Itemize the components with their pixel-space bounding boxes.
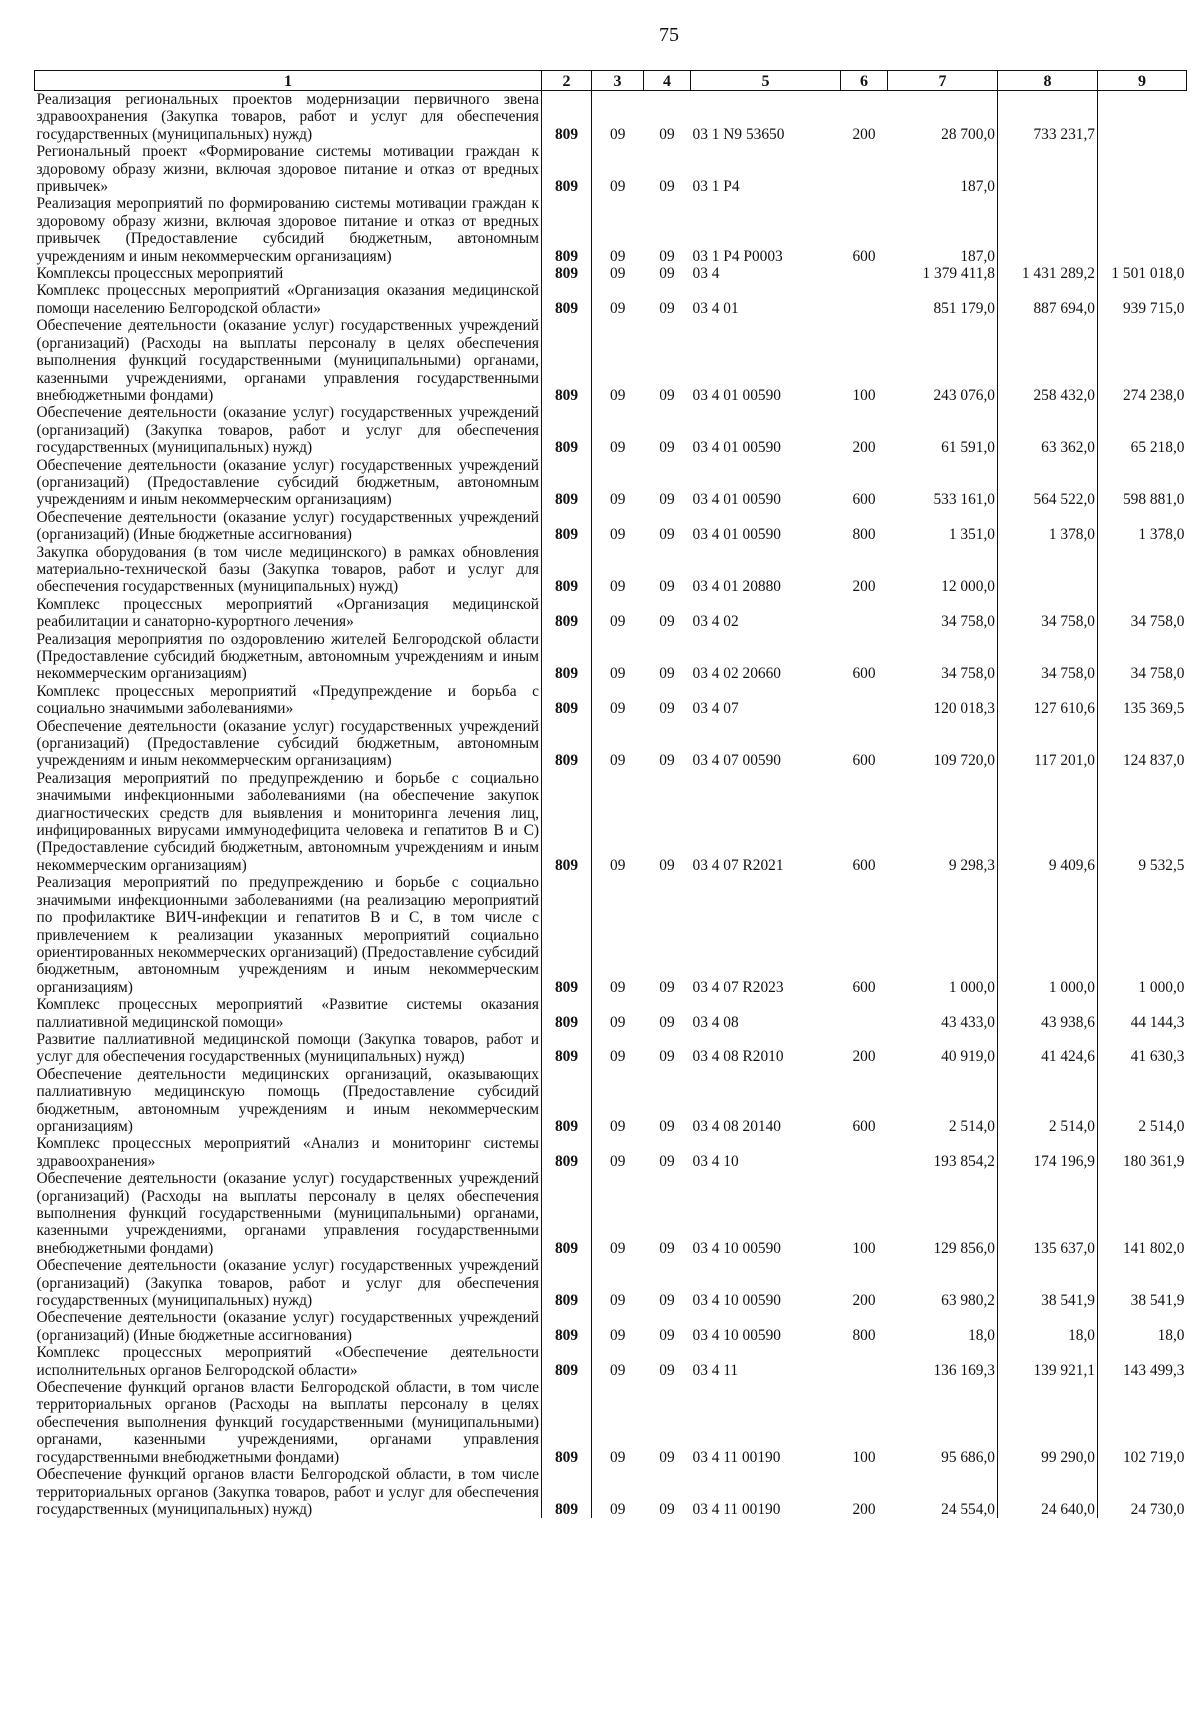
table-row bbox=[35, 143, 1187, 195]
admin-code: 809 bbox=[542, 1379, 592, 1466]
admin-code: 809 bbox=[542, 1257, 592, 1309]
subsection-code: 09 bbox=[659, 247, 675, 265]
expense-type-code bbox=[841, 1344, 888, 1379]
admin-code: 809 bbox=[542, 317, 592, 404]
subsection-code: 09 bbox=[659, 178, 675, 196]
target-article-code: 03 4 10 00590 bbox=[692, 1326, 781, 1344]
section-code: 09 bbox=[610, 1152, 626, 1170]
section-code: 09 bbox=[610, 1117, 626, 1135]
table-row bbox=[35, 265, 1187, 282]
amount-year-1: 34 758,0 bbox=[941, 613, 995, 631]
subsection-code: 09 bbox=[659, 1117, 675, 1135]
amount-year-1: 34 758,0 bbox=[941, 665, 995, 683]
row-description: Обеспечение деятельности (оказание услуг) государственных учреждений (организаций) (Иные бюджетные ассигнования) bbox=[36, 1309, 539, 1344]
amount-year-3: 141 802,0 bbox=[1098, 1170, 1187, 1257]
section-code: 09 bbox=[610, 386, 626, 404]
table-row bbox=[35, 874, 1187, 996]
amount-year-1: 1 379 411,8 bbox=[922, 265, 995, 283]
table-row bbox=[35, 91, 1187, 144]
expense-type-code: 800 bbox=[852, 1326, 876, 1344]
amount-year-3: 18,0 bbox=[1098, 1309, 1187, 1344]
amount-year-1: 40 919,0 bbox=[941, 1048, 995, 1066]
admin-code: 809 bbox=[542, 770, 592, 874]
expense-type-code bbox=[841, 996, 888, 1031]
admin-code: 809 bbox=[542, 1466, 592, 1518]
section-code: 09 bbox=[610, 665, 626, 683]
expense-type-code: 100 bbox=[852, 386, 876, 404]
section-code: 09 bbox=[610, 299, 626, 317]
amount-year-2: 174 196,9 bbox=[998, 1135, 1098, 1170]
expense-type-code: 100 bbox=[852, 1239, 876, 1257]
target-article-code: 03 4 01 20880 bbox=[692, 578, 781, 596]
amount-year-1: 136 169,3 bbox=[933, 1361, 995, 1379]
admin-code: 809 bbox=[542, 683, 592, 718]
amount-year-3 bbox=[1098, 143, 1187, 195]
row-description: Закупка оборудования (в том числе медицинского) в рамках обновления материально-технической базы (Закупка товаров, работ и услуг для обеспечения государственных (муниципальных) нужд) bbox=[36, 543, 539, 596]
expense-type-code: 600 bbox=[852, 1117, 876, 1135]
section-code: 09 bbox=[610, 178, 626, 196]
admin-code: 809 bbox=[542, 1066, 592, 1136]
admin-code: 809 bbox=[542, 509, 592, 544]
row-description: Комплекс процессных мероприятий «Организация медицинской реабилитации и санаторно-курортного лечения» bbox=[36, 595, 539, 631]
amount-year-3: 1 000,0 bbox=[1098, 874, 1187, 996]
subsection-code: 09 bbox=[659, 1048, 675, 1066]
table-row bbox=[35, 718, 1187, 770]
budget-table bbox=[34, 70, 1187, 1518]
admin-code: 809 bbox=[542, 404, 592, 456]
target-article-code: 03 4 02 bbox=[692, 613, 739, 631]
subsection-code: 09 bbox=[659, 299, 675, 317]
section-code: 09 bbox=[610, 439, 626, 457]
section-code: 09 bbox=[610, 1448, 626, 1466]
amount-year-2: 139 921,1 bbox=[998, 1344, 1098, 1379]
admin-code: 809 bbox=[542, 1170, 592, 1257]
expense-type-code: 600 bbox=[852, 247, 876, 265]
expense-type-code: 800 bbox=[852, 526, 876, 544]
table-body bbox=[35, 91, 1187, 1519]
amount-year-3: 180 361,9 bbox=[1098, 1135, 1187, 1170]
row-description: Обеспечение функций органов власти Белгородской области, в том числе территориальных органов (Закупка товаров, работ и услуг для обеспечения государственных (муниципальных) нужд) bbox=[36, 1466, 539, 1518]
column-header: 6 bbox=[841, 71, 888, 91]
amount-year-1: 533 161,0 bbox=[933, 491, 995, 509]
expense-type-code: 200 bbox=[852, 1292, 876, 1310]
row-description: Обеспечение деятельности (оказание услуг) государственных учреждений (организаций) (Расходы на выплаты персоналу в целях обеспечения выполнения функций государственными (муниципальными) органами, казенными учреждениями, органами управления государственными внебюджетными фондами) bbox=[36, 1170, 539, 1257]
table-row bbox=[35, 596, 1187, 631]
row-description: Комплекс процессных мероприятий «Организация оказания медицинской помощи населению Белгородской области» bbox=[36, 282, 539, 317]
amount-year-1: 43 433,0 bbox=[941, 1013, 995, 1031]
table-row bbox=[35, 282, 1187, 317]
expense-type-code: 600 bbox=[852, 665, 876, 683]
subsection-code: 09 bbox=[659, 752, 675, 770]
table-row bbox=[35, 1257, 1187, 1309]
table-row bbox=[35, 683, 1187, 718]
section-code: 09 bbox=[610, 752, 626, 770]
row-description: Реализация мероприятий по предупреждению и борьбе с социально значимыми инфекционными заболеваниями (на реализацию мероприятий по профилактике ВИЧ-инфекции и гепатитов В и С, в том числе с привлечением к реализации указанных мероприятий социально ориентированных некоммерческих организаций) (Предоставление субсидий бюджетным, автономным учреждениям и иным некоммерческим организациям) bbox=[36, 874, 539, 996]
amount-year-3: 1 501 018,0 bbox=[1098, 265, 1187, 282]
amount-year-1: 24 554,0 bbox=[941, 1500, 995, 1518]
expense-type-code: 200 bbox=[852, 439, 876, 457]
subsection-code: 09 bbox=[659, 665, 675, 683]
amount-year-2: 1 431 289,2 bbox=[998, 265, 1098, 282]
admin-code: 809 bbox=[542, 1031, 592, 1066]
amount-year-3: 102 719,0 bbox=[1098, 1379, 1187, 1466]
row-description: Комплекс процессных мероприятий «Обеспечение деятельности исполнительных органов Белгородской области» bbox=[36, 1344, 539, 1379]
subsection-code: 09 bbox=[659, 386, 675, 404]
amount-year-2: 43 938,6 bbox=[998, 996, 1098, 1031]
column-header: 9 bbox=[1098, 71, 1187, 91]
amount-year-3: 2 514,0 bbox=[1098, 1066, 1187, 1136]
subsection-code: 09 bbox=[659, 1152, 675, 1170]
amount-year-1: 120 018,3 bbox=[933, 700, 995, 718]
column-header: 8 bbox=[998, 71, 1098, 91]
section-code: 09 bbox=[610, 1326, 626, 1344]
row-description: Обеспечение деятельности (оказание услуг) государственных учреждений (организаций) (Иные бюджетные ассигнования) bbox=[36, 508, 539, 544]
expense-type-code: 200 bbox=[852, 125, 876, 143]
target-article-code: 03 4 11 00190 bbox=[692, 1448, 781, 1466]
table-row bbox=[35, 1031, 1187, 1066]
subsection-code: 09 bbox=[659, 1326, 675, 1344]
admin-code: 809 bbox=[542, 718, 592, 770]
amount-year-3: 1 378,0 bbox=[1098, 509, 1187, 544]
section-code: 09 bbox=[610, 491, 626, 509]
subsection-code: 09 bbox=[659, 1448, 675, 1466]
expense-type-code: 200 bbox=[852, 578, 876, 596]
amount-year-1: 61 591,0 bbox=[941, 439, 995, 457]
amount-year-1: 243 076,0 bbox=[933, 386, 995, 404]
row-description: Комплексы процессных мероприятий bbox=[36, 265, 284, 283]
row-description: Реализация мероприятий по предупреждению и борьбе с социально значимыми инфекционными заболеваниями (на обеспечение закупок диагностических средств для выявления и мониторинга лечения лиц, инфицированных вирусами иммунодефицита человека и гепатитов В и С) (Предоставление субсидий бюджетным, автономным учреждениям и иным некоммерческим организациям) bbox=[36, 769, 539, 874]
subsection-code: 09 bbox=[659, 978, 675, 996]
admin-code: 809 bbox=[542, 874, 592, 996]
column-header: 2 bbox=[542, 71, 592, 91]
target-article-code: 03 4 10 00590 bbox=[692, 1239, 781, 1257]
amount-year-2: 887 694,0 bbox=[998, 282, 1098, 317]
admin-code: 809 bbox=[542, 143, 592, 195]
row-description: Обеспечение деятельности медицинских организаций, оказывающих паллиативную медицинскую помощь (Предоставление субсидий бюджетным, автономным учреждениям и иным некоммерческим организациям) bbox=[36, 1065, 539, 1135]
target-article-code: 03 4 11 bbox=[692, 1361, 739, 1379]
subsection-code: 09 bbox=[659, 526, 675, 544]
amount-year-2: 135 637,0 bbox=[998, 1170, 1098, 1257]
amount-year-1: 2 514,0 bbox=[948, 1117, 995, 1135]
column-header: 5 bbox=[691, 71, 841, 91]
amount-year-3: 38 541,9 bbox=[1098, 1257, 1187, 1309]
section-code: 09 bbox=[610, 125, 626, 143]
target-article-code: 03 4 01 00590 bbox=[692, 526, 781, 544]
amount-year-1: 1 351,0 bbox=[948, 526, 995, 544]
section-code: 09 bbox=[610, 265, 626, 283]
amount-year-3: 598 881,0 bbox=[1098, 457, 1187, 509]
amount-year-1: 9 298,3 bbox=[948, 856, 995, 874]
amount-year-3 bbox=[1098, 195, 1187, 265]
amount-year-3: 44 144,3 bbox=[1098, 996, 1187, 1031]
amount-year-3: 274 238,0 bbox=[1098, 317, 1187, 404]
amount-year-3 bbox=[1098, 544, 1187, 596]
subsection-code: 09 bbox=[659, 1361, 675, 1379]
target-article-code: 03 4 07 bbox=[692, 700, 739, 718]
amount-year-1: 109 720,0 bbox=[933, 752, 995, 770]
amount-year-2 bbox=[998, 544, 1098, 596]
subsection-code: 09 bbox=[659, 1292, 675, 1310]
amount-year-2: 24 640,0 bbox=[998, 1466, 1098, 1518]
table-row bbox=[35, 631, 1187, 683]
table-row bbox=[35, 770, 1187, 874]
amount-year-3: 939 715,0 bbox=[1098, 282, 1187, 317]
expense-type-code: 600 bbox=[852, 491, 876, 509]
target-article-code: 03 4 07 R2023 bbox=[692, 978, 784, 996]
expense-type-code bbox=[841, 265, 888, 282]
amount-year-2: 41 424,6 bbox=[998, 1031, 1098, 1066]
row-description: Обеспечение функций органов власти Белгородской области, в том числе территориальных органов (Расходы на выплаты персоналу в целях обеспечения выполнения функций государственными (муниципальными) органами, казенными учреждениями, органами управления государственными внебюджетными фондами) bbox=[36, 1379, 539, 1466]
amount-year-2: 99 290,0 bbox=[998, 1379, 1098, 1466]
subsection-code: 09 bbox=[659, 1013, 675, 1031]
section-code: 09 bbox=[610, 978, 626, 996]
header-row bbox=[35, 71, 1187, 91]
amount-year-2: 564 522,0 bbox=[998, 457, 1098, 509]
expense-type-code: 200 bbox=[852, 1500, 876, 1518]
amount-year-1: 129 856,0 bbox=[933, 1239, 995, 1257]
section-code: 09 bbox=[610, 526, 626, 544]
row-description: Комплекс процессных мероприятий «Анализ и мониторинг системы здравоохранения» bbox=[36, 1135, 539, 1170]
subsection-code: 09 bbox=[659, 578, 675, 596]
amount-year-1: 187,0 bbox=[960, 247, 995, 265]
amount-year-2: 1 378,0 bbox=[998, 509, 1098, 544]
amount-year-2: 38 541,9 bbox=[998, 1257, 1098, 1309]
target-article-code: 03 4 08 bbox=[692, 1013, 739, 1031]
row-description: Комплекс процессных мероприятий «Развитие системы оказания паллиативной медицинской помощи» bbox=[36, 996, 539, 1031]
row-description: Обеспечение деятельности (оказание услуг) государственных учреждений (организаций) (Закупка товаров, работ и услуг для обеспечения государственных (муниципальных) нужд) bbox=[36, 1257, 539, 1310]
amount-year-3: 65 218,0 bbox=[1098, 404, 1187, 456]
target-article-code: 03 4 11 00190 bbox=[692, 1500, 781, 1518]
table-row bbox=[35, 195, 1187, 265]
table-row bbox=[35, 996, 1187, 1031]
expense-type-code bbox=[841, 282, 888, 317]
amount-year-2 bbox=[998, 195, 1098, 265]
admin-code: 809 bbox=[542, 631, 592, 683]
admin-code: 809 bbox=[542, 1344, 592, 1379]
admin-code: 809 bbox=[542, 544, 592, 596]
amount-year-2 bbox=[998, 143, 1098, 195]
amount-year-2: 63 362,0 bbox=[998, 404, 1098, 456]
amount-year-3: 135 369,5 bbox=[1098, 683, 1187, 718]
row-description: Обеспечение деятельности (оказание услуг) государственных учреждений (организаций) (Предоставление субсидий бюджетным, автономным учреждениям и иным некоммерческим организациям) bbox=[36, 717, 539, 770]
expense-type-code bbox=[841, 596, 888, 631]
section-code: 09 bbox=[610, 247, 626, 265]
subsection-code: 09 bbox=[659, 613, 675, 631]
subsection-code: 09 bbox=[659, 265, 675, 283]
expense-type-code: 600 bbox=[852, 978, 876, 996]
target-article-code: 03 1 N9 53650 bbox=[692, 125, 785, 143]
table-row bbox=[35, 1170, 1187, 1257]
row-description: Обеспечение деятельности (оказание услуг) государственных учреждений (организаций) (Закупка товаров, работ и услуг для обеспечения государственных (муниципальных) нужд) bbox=[36, 404, 539, 457]
target-article-code: 03 4 01 bbox=[692, 299, 739, 317]
target-article-code: 03 4 10 bbox=[692, 1152, 739, 1170]
table-row bbox=[35, 317, 1187, 404]
target-article-code: 03 4 10 00590 bbox=[692, 1292, 781, 1310]
target-article-code: 03 4 bbox=[692, 265, 720, 283]
admin-code: 809 bbox=[542, 282, 592, 317]
admin-code: 809 bbox=[542, 195, 592, 265]
section-code: 09 bbox=[610, 1013, 626, 1031]
amount-year-1: 12 000,0 bbox=[941, 578, 995, 596]
amount-year-1: 63 980,2 bbox=[941, 1292, 995, 1310]
amount-year-1: 28 700,0 bbox=[941, 125, 995, 143]
target-article-code: 03 4 07 R2021 bbox=[692, 856, 784, 874]
section-code: 09 bbox=[610, 1048, 626, 1066]
target-article-code: 03 4 08 R2010 bbox=[692, 1048, 784, 1066]
admin-code: 809 bbox=[542, 265, 592, 282]
table-row bbox=[35, 457, 1187, 509]
target-article-code: 03 4 07 00590 bbox=[692, 752, 781, 770]
amount-year-3: 34 758,0 bbox=[1098, 596, 1187, 631]
amount-year-2: 9 409,6 bbox=[998, 770, 1098, 874]
amount-year-2: 18,0 bbox=[998, 1309, 1098, 1344]
table-row bbox=[35, 1135, 1187, 1170]
amount-year-2: 34 758,0 bbox=[998, 596, 1098, 631]
section-code: 09 bbox=[610, 1292, 626, 1310]
column-header: 1 bbox=[35, 71, 542, 91]
row-description: Обеспечение деятельности (оказание услуг) государственных учреждений (организаций) (Предоставление субсидий бюджетным, автономным учреждениям и иным некоммерческим организациям) bbox=[36, 456, 539, 509]
amount-year-2: 2 514,0 bbox=[998, 1066, 1098, 1136]
section-code: 09 bbox=[610, 1239, 626, 1257]
amount-year-3: 143 499,3 bbox=[1098, 1344, 1187, 1379]
column-header: 4 bbox=[644, 71, 691, 91]
admin-code: 809 bbox=[542, 91, 592, 144]
amount-year-3: 24 730,0 bbox=[1098, 1466, 1187, 1518]
expense-type-code: 600 bbox=[852, 856, 876, 874]
target-article-code: 03 4 02 20660 bbox=[692, 665, 781, 683]
subsection-code: 09 bbox=[659, 856, 675, 874]
amount-year-1: 1 000,0 bbox=[948, 978, 995, 996]
column-header: 7 bbox=[888, 71, 998, 91]
table-row bbox=[35, 1379, 1187, 1466]
amount-year-1: 187,0 bbox=[960, 178, 995, 196]
amount-year-3: 34 758,0 bbox=[1098, 631, 1187, 683]
section-code: 09 bbox=[610, 856, 626, 874]
amount-year-2: 733 231,7 bbox=[998, 91, 1098, 144]
row-description: Комплекс процессных мероприятий «Предупреждение и борьба с социально значимыми заболеваниями» bbox=[36, 682, 539, 718]
row-description: Реализация мероприятий по формированию системы мотивации граждан к здоровому образу жизни, включая здоровое питание и отказ от вредных привычек (Предоставление субсидий бюджетным, автономным учреждениям и иным некоммерческим организациям) bbox=[36, 195, 539, 265]
expense-type-code: 600 bbox=[852, 752, 876, 770]
target-article-code: 03 4 01 00590 bbox=[692, 386, 781, 404]
amount-year-3: 41 630,3 bbox=[1098, 1031, 1187, 1066]
admin-code: 809 bbox=[542, 596, 592, 631]
subsection-code: 09 bbox=[659, 1239, 675, 1257]
table-row bbox=[35, 544, 1187, 596]
section-code: 09 bbox=[610, 700, 626, 718]
admin-code: 809 bbox=[542, 1135, 592, 1170]
row-description: Реализация региональных проектов модернизации первичного звена здравоохранения (Закупка товаров, работ и услуг для обеспечения государственных (муниципальных) нужд) bbox=[36, 91, 539, 143]
amount-year-1: 851 179,0 bbox=[933, 299, 995, 317]
admin-code: 809 bbox=[542, 1309, 592, 1344]
table-row bbox=[35, 509, 1187, 544]
expense-type-code bbox=[841, 683, 888, 718]
expense-type-code bbox=[841, 1135, 888, 1170]
subsection-code: 09 bbox=[659, 439, 675, 457]
section-code: 09 bbox=[610, 578, 626, 596]
section-code: 09 bbox=[610, 613, 626, 631]
row-description: Развитие паллиативной медицинской помощи (Закупка товаров, работ и услуг для обеспечения государственных (муниципальных) нужд) bbox=[36, 1030, 539, 1066]
page-number: 75 bbox=[659, 24, 679, 46]
expense-type-code bbox=[841, 143, 888, 195]
admin-code: 809 bbox=[542, 457, 592, 509]
amount-year-2: 1 000,0 bbox=[998, 874, 1098, 996]
amount-year-3 bbox=[1098, 91, 1187, 144]
target-article-code: 03 1 P4 bbox=[692, 178, 740, 196]
amount-year-2: 258 432,0 bbox=[998, 317, 1098, 404]
subsection-code: 09 bbox=[659, 1500, 675, 1518]
row-description: Региональный проект «Формирование системы мотивации граждан к здоровому образу жизни, включая здоровое питание и отказ от вредных привычек» bbox=[36, 143, 539, 196]
section-code: 09 bbox=[610, 1500, 626, 1518]
amount-year-2: 117 201,0 bbox=[998, 718, 1098, 770]
subsection-code: 09 bbox=[659, 125, 675, 143]
amount-year-2: 127 610,6 bbox=[998, 683, 1098, 718]
amount-year-1: 95 686,0 bbox=[941, 1448, 995, 1466]
amount-year-1: 193 854,2 bbox=[933, 1152, 995, 1170]
subsection-code: 09 bbox=[659, 491, 675, 509]
section-code: 09 bbox=[610, 1361, 626, 1379]
target-article-code: 03 4 01 00590 bbox=[692, 491, 781, 509]
admin-code: 809 bbox=[542, 996, 592, 1031]
target-article-code: 03 4 01 00590 bbox=[692, 439, 781, 457]
table-row bbox=[35, 1309, 1187, 1344]
subsection-code: 09 bbox=[659, 700, 675, 718]
target-article-code: 03 4 08 20140 bbox=[692, 1117, 781, 1135]
table-row bbox=[35, 404, 1187, 456]
amount-year-3: 124 837,0 bbox=[1098, 718, 1187, 770]
amount-year-2: 34 758,0 bbox=[998, 631, 1098, 683]
table-row bbox=[35, 1066, 1187, 1136]
amount-year-1: 18,0 bbox=[968, 1326, 995, 1344]
row-description: Обеспечение деятельности (оказание услуг) государственных учреждений (организаций) (Расходы на выплаты персоналу в целях обеспечения выполнения функций государственными (муниципальными) органами, казенными учреждениями, органами управления государственными внебюджетными фондами) bbox=[36, 317, 539, 404]
amount-year-3: 9 532,5 bbox=[1098, 770, 1187, 874]
table-row bbox=[35, 1344, 1187, 1379]
expense-type-code: 100 bbox=[852, 1448, 876, 1466]
column-header: 3 bbox=[592, 71, 644, 91]
target-article-code: 03 1 P4 P0003 bbox=[692, 247, 783, 265]
table-row bbox=[35, 1466, 1187, 1518]
row-description: Реализация мероприятия по оздоровлению жителей Белгородской области (Предоставление субсидий бюджетным, автономным учреждениям и иным некоммерческим организациям) bbox=[36, 630, 539, 683]
expense-type-code: 200 bbox=[852, 1048, 876, 1066]
